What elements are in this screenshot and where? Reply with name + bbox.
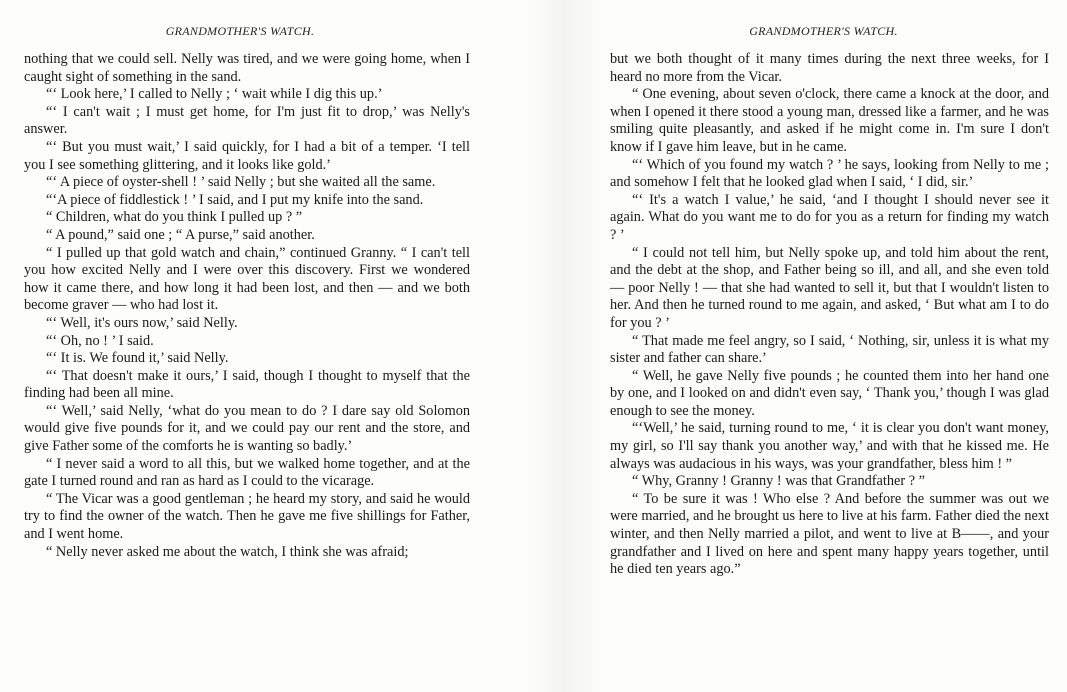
left-page bbox=[0, 0, 520, 692]
paragraph: “ A pound,” said one ; “ A purse,” said another. bbox=[46, 226, 315, 243]
paragraph: “ Children, what do you think I pulled up ? ” bbox=[46, 209, 303, 226]
paragraph: “ The Vicar was a good gentleman ; he heard my story, and said he would try to find the owner of the watch. Then he gave me five shillings for Father, and I went home. bbox=[24, 490, 470, 543]
running-head: GRANDMOTHER'S WATCH. bbox=[749, 24, 898, 38]
body-text bbox=[610, 51, 1049, 579]
paragraph: “‘ A piece of oyster-shell ! ’ said Nelly ; but she waited all the same. bbox=[46, 174, 436, 191]
paragraph: “ Well, he gave Nelly five pounds ; he counted them into her hand one by one, and I looked on and didn't even say, ‘ Thank you,’ though I was glad enough to see the money. bbox=[610, 367, 1049, 419]
paragraph: “‘ It is. We found it,’ said Nelly. bbox=[46, 350, 229, 367]
running-head: GRANDMOTHER'S WATCH. bbox=[165, 24, 315, 38]
paragraph: “‘A piece of fiddlestick ! ’ I said, and I put my knife into the sand. bbox=[46, 191, 424, 208]
paragraph: “ I could not tell him, but Nelly spoke up, and told him about the rent, and the debt at the shop, and Father being so ill, and all, and she even told — poor Nelly ! — that she had wanted to sell it, but that I wouldn't listen to her. And then he turned round to me again, and asked, ‘ But what am I to do for you ? ’ bbox=[610, 244, 1049, 331]
right-page bbox=[600, 0, 1067, 692]
paragraph: “‘ It's a watch I value,’ he said, ‘and I thought I should never see it again. What do you want me to do for you as a return for finding my watch ? ’ bbox=[610, 191, 1049, 243]
paragraph: nothing that we could sell. Nelly was tired, and we were going home, when I caught sight of something in the sand. bbox=[24, 51, 470, 85]
body-text bbox=[24, 51, 470, 561]
paragraph: “ Why, Granny ! Granny ! was that Grandfather ? ” bbox=[632, 473, 925, 490]
paragraph: “‘ Which of you found my watch ? ’ he says, looking from Nelly to me ; and somehow I felt that he looked glad when I said, ‘ I did, sir.’ bbox=[610, 156, 1049, 191]
paragraph: “ I never said a word to all this, but we walked home together, and at the gate I turned round and ran as hard as I could to the vicarage. bbox=[24, 455, 470, 490]
paragraph: “ I pulled up that gold watch and chain,” continued Granny. “ I can't tell you how excited Nelly and I were over this discovery. First we wondered how it came there, and how long it had been lost, and then — and we both become graver — who had lost it. bbox=[24, 244, 470, 314]
paragraph: “‘ Oh, no ! ’ I said. bbox=[46, 332, 154, 349]
paragraph: but we both thought of it many times during the next three weeks, for I heard no more from the Vicar. bbox=[610, 51, 1049, 85]
book-gutter bbox=[520, 0, 600, 692]
paragraph: “ Nelly never asked me about the watch, I think she was afraid; bbox=[46, 543, 409, 560]
paragraph: “‘ That doesn't make it ours,’ I said, though I thought to myself that the finding had been all mine. bbox=[24, 367, 470, 402]
paragraph: “‘ Well,’ said Nelly, ‘what do you mean to do ? I dare say old Solomon would give five pounds for it, and we could pay our rent and the store, and give Father some of the comforts he is wanting so badly.’ bbox=[24, 402, 470, 455]
paragraph: “ That made me feel angry, so I said, ‘ Nothing, sir, unless it is what my sister and father can share.’ bbox=[610, 332, 1049, 367]
paragraph: “‘Well,’ he said, turning round to me, ‘ it is clear you don't want money, my girl, so I'll say thank you another way,’ and with that he kissed me. He always was audacious in his ways, was your grandfather, bless him ! ” bbox=[610, 420, 1049, 472]
paragraph: “‘ Well, it's ours now,’ said Nelly. bbox=[46, 314, 238, 331]
paragraph: “‘ I can't wait ; I must get home, for I'm just fit to drop,’ was Nelly's answer. bbox=[24, 103, 470, 138]
paragraph: “ To be sure it was ! Who else ? And before the summer was out we were married, and he brought us here to live at his farm. Father died the next winter, and then Nelly married a pilot, and went to live at B——, and your grandfather and I lived on here and spent many happy years together, until he died ten years ago.” bbox=[610, 490, 1049, 578]
paragraph: “ One evening, about seven o'clock, there came a knock at the door, and when I opened it there stood a young man, dressed like a farmer, and he was smiling quite pleasantly, and asked if he might come in. I'm sure I don't know if I gave him leave, but in he came. bbox=[610, 86, 1049, 155]
paragraph: “‘ But you must wait,’ I said quickly, for I had a bit of a temper. ‘I tell you I see something glittering, and it looks like gold.’ bbox=[24, 138, 470, 173]
paragraph: “‘ Look here,’ I called to Nelly ; ‘ wait while I dig this up.’ bbox=[46, 86, 383, 103]
